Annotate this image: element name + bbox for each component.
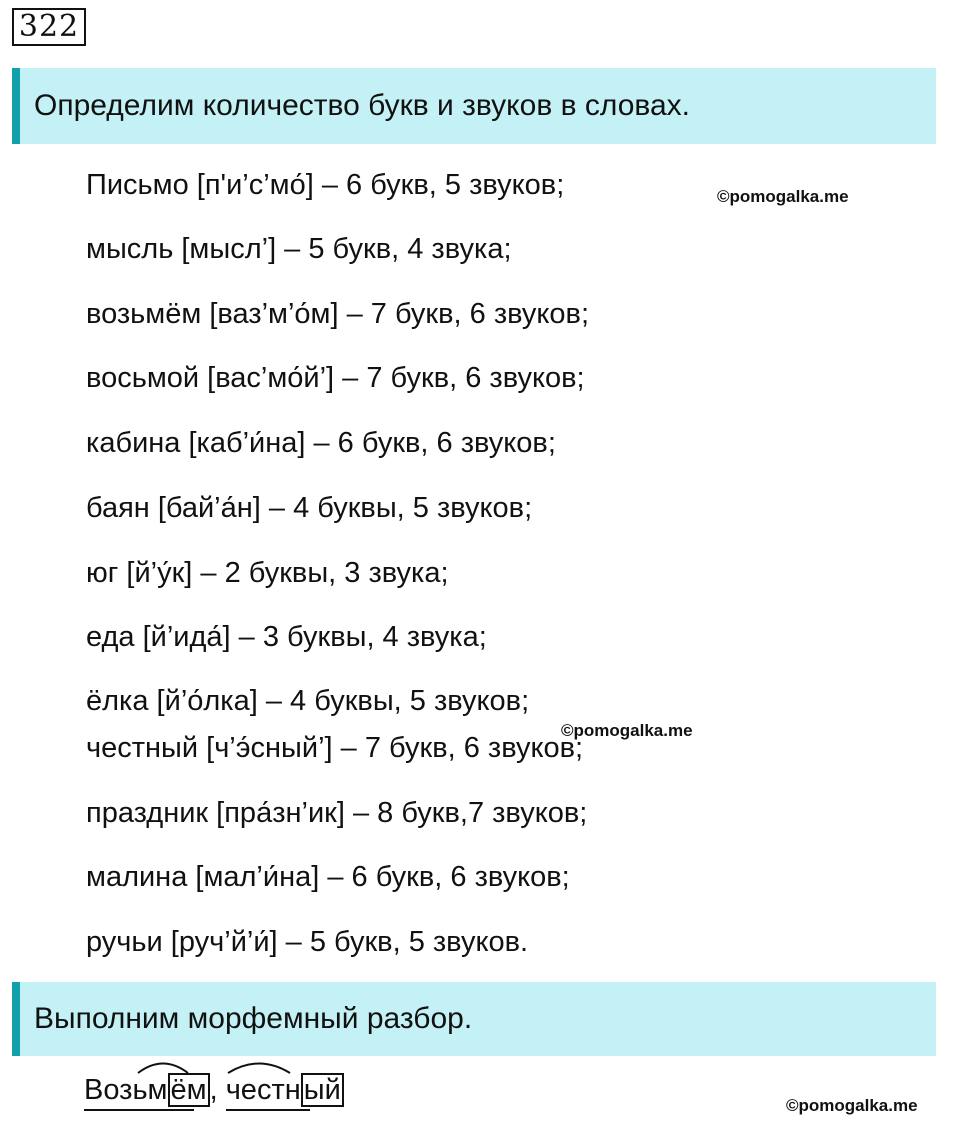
list-item: восьмой [вас’мо́й’] – 7 букв, 6 звуков; xyxy=(86,362,585,394)
stem-underline-icon xyxy=(84,1108,234,1112)
list-item: ручьи [руч’й’и́] – 5 букв, 5 звуков. xyxy=(86,926,529,958)
morpheme-word xyxy=(226,1070,344,1110)
list-item: возьмём [ваз’м’о́м] – 7 букв, 6 звуков; xyxy=(86,298,589,330)
root-arc-icon xyxy=(226,1058,292,1074)
watermark: ©pomogalka.me xyxy=(786,1096,918,1115)
morpheme-analysis xyxy=(84,1070,344,1110)
list-item: Письмо [п'и’с’мо́] – 6 букв, 5 звуков; xyxy=(86,169,565,201)
separator: , xyxy=(209,1074,218,1106)
list-item: честный [ч’э́сный’] – 7 букв, 6 звуков; xyxy=(86,732,584,764)
section-banner-letters-sounds xyxy=(12,68,936,144)
list-item: малина [мал’и́на] – 6 букв, 6 звуков; xyxy=(86,861,570,893)
task-number: 322 xyxy=(12,8,86,46)
list-item: юг [й’у́к] – 2 буквы, 3 звука; xyxy=(86,557,449,589)
word-ending: ый xyxy=(301,1073,344,1107)
stem-underline-icon xyxy=(226,1108,356,1112)
list-item: кабина [каб’и́на] – 6 букв, 6 звуков; xyxy=(86,427,556,459)
watermark: ©pomogalka.me xyxy=(561,721,693,740)
list-item: мысль [мысл’] – 5 букв, 4 звука; xyxy=(86,233,512,265)
list-item: праздник [пра́зн’ик] – 8 букв,7 звуков; xyxy=(86,797,588,829)
list-item: еда [й’ида́] – 3 буквы, 4 звука; xyxy=(86,621,487,653)
word-stem: честн xyxy=(225,1074,301,1106)
list-item: ёлка [й’о́лка] – 4 буквы, 5 звуков; xyxy=(86,685,530,717)
morpheme-word xyxy=(84,1070,210,1110)
watermark: ©pomogalka.me xyxy=(717,187,849,206)
root-arc-icon xyxy=(136,1058,190,1074)
list-item: баян [бай’а́н] – 4 буквы, 5 звуков; xyxy=(86,492,533,524)
section-banner-morpheme xyxy=(12,982,936,1056)
word-stem: Возьм xyxy=(84,1074,168,1106)
word-ending: ём xyxy=(168,1073,210,1107)
banner-title: Выполним морфемный разбор. xyxy=(34,1002,473,1035)
banner-title: Определим количество букв и звуков в словах. xyxy=(34,89,691,122)
